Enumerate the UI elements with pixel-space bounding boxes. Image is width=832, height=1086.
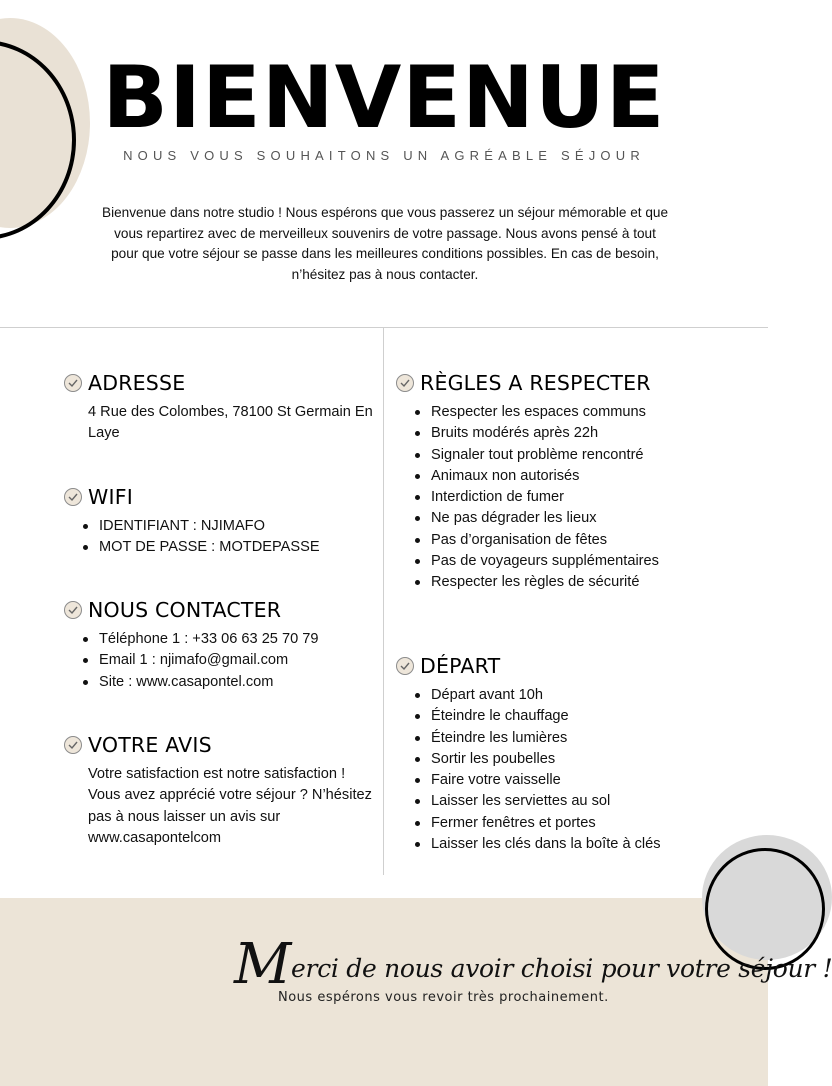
section-title: ADRESSE [88,371,186,395]
section-avis [64,732,374,849]
section-title: WIFI [88,485,133,509]
section-depart [396,653,756,855]
list-item: Éteindre le chauffage [413,706,756,727]
section-title: DÉPART [420,654,501,678]
section-adresse [64,370,374,445]
vertical-divider [383,327,384,875]
list-item: Éteindre les lumières [413,728,756,749]
check-circle-icon [64,601,82,619]
list-item: Animaux non autorisés [413,466,756,487]
list-item: Interdiction de fumer [413,487,756,508]
list-item: Pas de voyageurs supplémentaires [413,551,756,572]
section-title: VOTRE AVIS [88,733,212,757]
check-circle-icon [396,374,414,392]
section-title: RÈGLES A RESPECTER [420,371,651,395]
list-item: Signaler tout problème rencontré [413,445,756,466]
thank-you-text: erci de nous avoir choisi pour votre séjour ! [291,954,832,983]
list-item: Téléphone 1 : +33 06 63 25 70 79 [81,629,374,650]
list-item: Faire votre vaisselle [413,770,756,791]
regles-list [413,402,756,594]
list-item: Laisser les clés dans la boîte à clés [413,834,756,855]
list-item: Laisser les serviettes au sol [413,791,756,812]
check-circle-icon [64,488,82,506]
page-title: BIENVENUE [102,48,666,148]
list-item: IDENTIFIANT : NJIMAFO [81,516,374,537]
horizontal-divider [0,327,768,328]
intro-paragraph: Bienvenue dans notre studio ! Nous espérons que vous passerez un séjour mémorable et que vous repartirez avec de merveilleux souvenirs de votre passage. Nous avons pensé à tout pour que votre séjour se passe dans les meilleures conditions possibles. En cas de besoin, n’hésitez pas à nous contacter. [102,205,668,282]
page-subtitle: NOUS VOUS SOUHAITONS UN AGRÉABLE SÉJOUR [123,148,645,163]
list-item: Départ avant 10h [413,685,756,706]
list-item: Sortir les poubelles [413,749,756,770]
depart-list [413,685,756,855]
section-contact [64,597,374,693]
section-wifi [64,484,374,559]
thank-you-initial: M [234,932,292,997]
check-circle-icon [64,736,82,754]
list-item: Fermer fenêtres et portes [413,813,756,834]
check-circle-icon [64,374,82,392]
header [0,48,768,163]
list-item: MOT DE PASSE : MOTDEPASSE [81,537,374,558]
list-item: Site : www.casapontel.com [81,672,374,693]
section-title: NOUS CONTACTER [88,598,282,622]
avis-text: Votre satisfaction est notre satisfaction ! Vous avez apprécié votre séjour ? N’hésitez pas à nous laisser un avis sur www.casapontelcom [88,766,372,846]
check-circle-icon [396,657,414,675]
thank-you-message [234,932,832,997]
list-item: Email 1 : njimafo@gmail.com [81,650,374,671]
list-item: Respecter les règles de sécurité [413,572,756,593]
list-item: Bruits modérés après 22h [413,423,756,444]
wifi-list [81,516,374,559]
list-item: Ne pas dégrader les lieux [413,508,756,529]
address-text: 4 Rue des Colombes, 78100 St Germain En Laye [88,404,373,442]
list-item: Pas d’organisation de fêtes [413,530,756,551]
footer-subtitle: Nous espérons vous revoir très prochainement. [278,990,609,1005]
section-regles [396,370,756,594]
contact-list [81,629,374,693]
list-item: Respecter les espaces communs [413,402,756,423]
